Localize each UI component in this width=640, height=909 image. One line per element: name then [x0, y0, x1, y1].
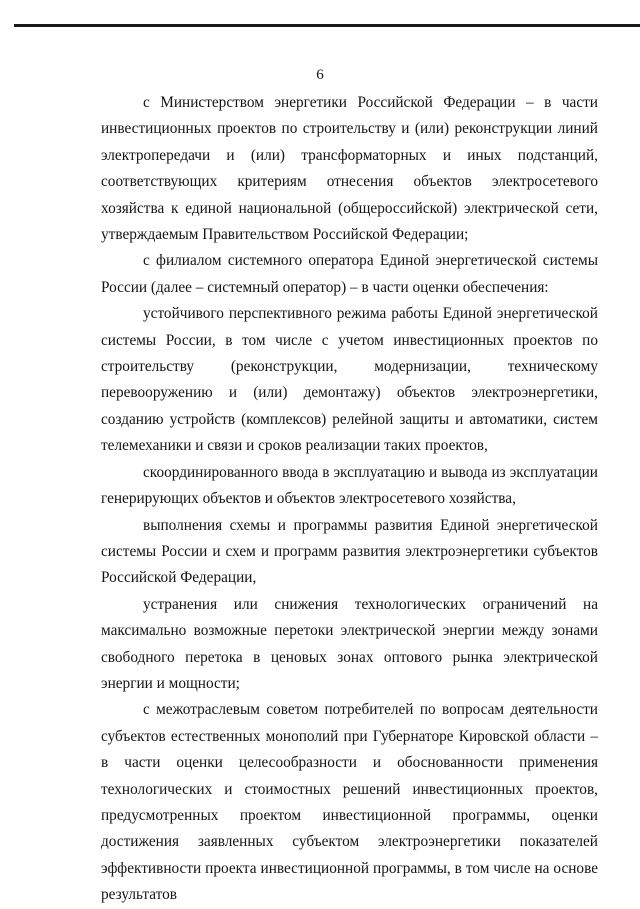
document-body [101, 90, 598, 909]
paragraph-ministry-energy: с Министерством энергетики Российской Федерации – в части инвестиционных проектов по строительству и (или) реконструкции линий электропередачи и (или) трансформаторных и иных подстанций, соответствующих критериям отнесения объектов электросетевого хозяйства к единой национальной (общероссийской) электрической сети, утверждаемым Правительством Российской Федерации; [101, 94, 598, 244]
paragraph-technological-limits: устранения или снижения технологических ограничений на максимально возможные перетоки электрической энергии между зонами свободного перетока в ценовых зонах оптового рынка электрической энергии и мощности; [101, 595, 598, 692]
paragraph-system-operator: с филиалом системного оператора Единой энергетической системы России (далее – системный оператор) – в части оценки обеспечения: [101, 252, 598, 296]
paragraph-development-scheme: выполнения схемы и программы развития Единой энергетической системы России и схем и программ развития электроэнергетики субъектов Российской Федерации, [101, 516, 598, 587]
paragraph-consumer-council: с межотраслевым советом потребителей по вопросам деятельности субъектов естественных монополий при Губернаторе Кировской области – в части оценки целесообразности и обоснованности применения технологических и стоимостных решений инвестиционных проектов, предусмотренных проектом инвестиционной программы, оценки достижения заявленных субъектом электроэнергетики показателей эффективности проекта инвестиционной программы, в том числе на основе результатов [101, 701, 598, 904]
top-border-line [14, 24, 640, 27]
page-number: 6 [316, 67, 324, 83]
paragraph-stable-regime: устойчивого перспективного режима работы Единой энергетической системы России, в том числе с учетом инвестиционных проектов по строительству (реконструкции, модернизации, техническому перевооружению и (или) демонтажу) объектов электроэнергетики, созданию устройств (комплексов) релейной защиты и автоматики, систем телемеханики и связи и сроков реализации таких проектов, [101, 305, 598, 455]
paragraph-coordinated-commissioning: скоординированного ввода в эксплуатацию и вывода из эксплуатации генерирующих объектов и объектов электросетевого хозяйства, [101, 463, 598, 508]
